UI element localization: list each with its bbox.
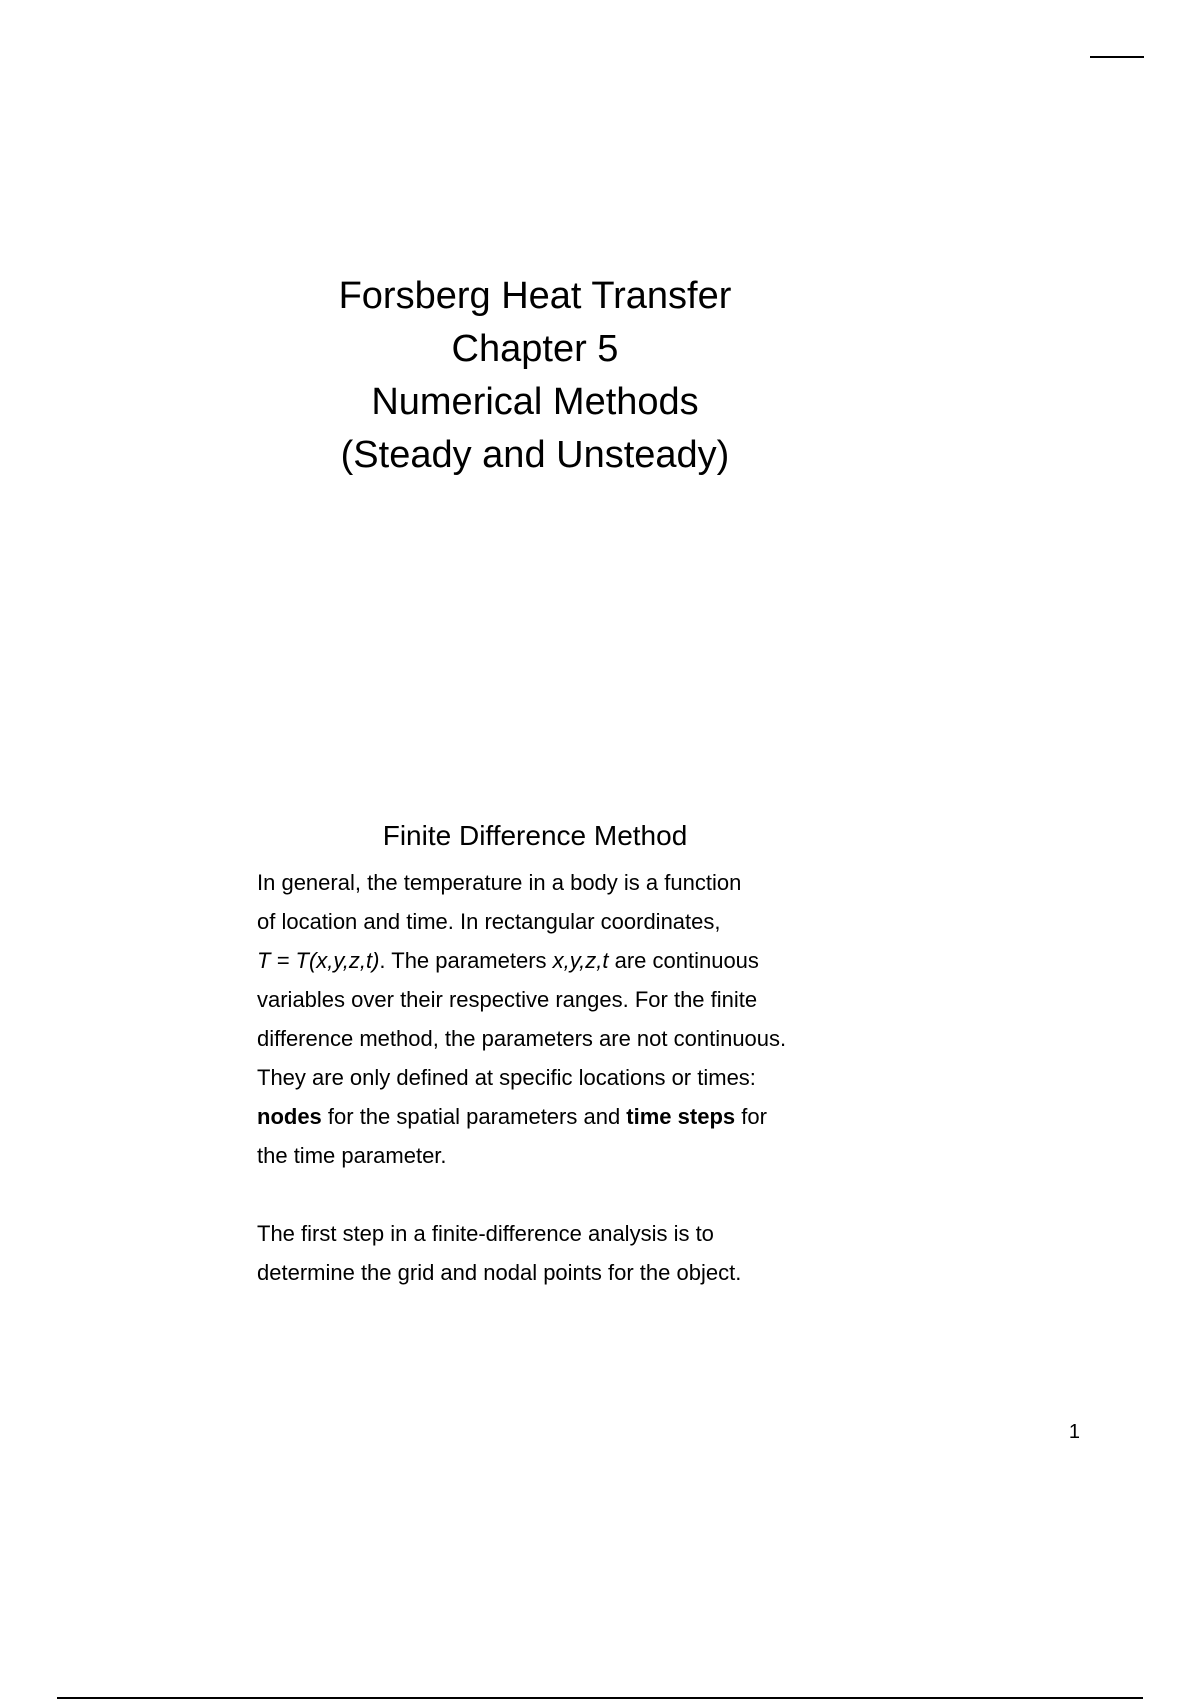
- term-nodes: nodes: [257, 1104, 322, 1129]
- paragraph-1-line-3: [257, 941, 897, 980]
- paragraph-1-line-8: the time parameter.: [257, 1143, 447, 1168]
- parameter-variables: x,y,z,t: [552, 948, 609, 973]
- paragraph-1-line-3-text: . The parameters: [379, 948, 553, 973]
- title-line-2: Chapter 5: [451, 328, 619, 370]
- paragraph-2-line-1: The first step in a finite-difference analysis is to: [257, 1221, 714, 1246]
- title-line-1: Forsberg Heat Transfer: [338, 275, 732, 317]
- paragraph-2-line-2: determine the grid and nodal points for the object.: [257, 1260, 742, 1285]
- title-line-3: Numerical Methods: [371, 381, 699, 423]
- paragraph-1-line-2: of location and time. In rectangular coordinates,: [257, 909, 721, 934]
- section-heading: Finite Difference Method: [382, 820, 688, 851]
- paragraph-1-line-7: [257, 1097, 897, 1136]
- paragraph-1-line-7-text: for the spatial parameters and: [321, 1104, 627, 1129]
- paragraph-1-line-1: In general, the temperature in a body is a function: [257, 870, 742, 895]
- header-rule: [1090, 56, 1144, 58]
- page-number: 1: [1068, 1421, 1080, 1443]
- body-text: [257, 863, 897, 1292]
- paragraph-gap: [257, 1175, 897, 1214]
- paragraph-1-line-5: difference method, the parameters are not continuous.: [257, 1026, 787, 1051]
- paragraph-1-line-7-end: for: [735, 1104, 767, 1129]
- paragraph-1-line-6: They are only defined at specific locations or times:: [257, 1065, 756, 1090]
- title-line-4: (Steady and Unsteady): [340, 434, 730, 476]
- paragraph-1-line-3-end: are continuous: [608, 948, 759, 973]
- term-time-steps: time steps: [626, 1104, 736, 1129]
- paragraph-1-line-4: variables over their respective ranges. For the finite: [257, 987, 758, 1012]
- title-block: [300, 270, 770, 482]
- footer-rule: [57, 1697, 1143, 1699]
- temperature-equation: T = T(x,y,z,t): [257, 948, 380, 973]
